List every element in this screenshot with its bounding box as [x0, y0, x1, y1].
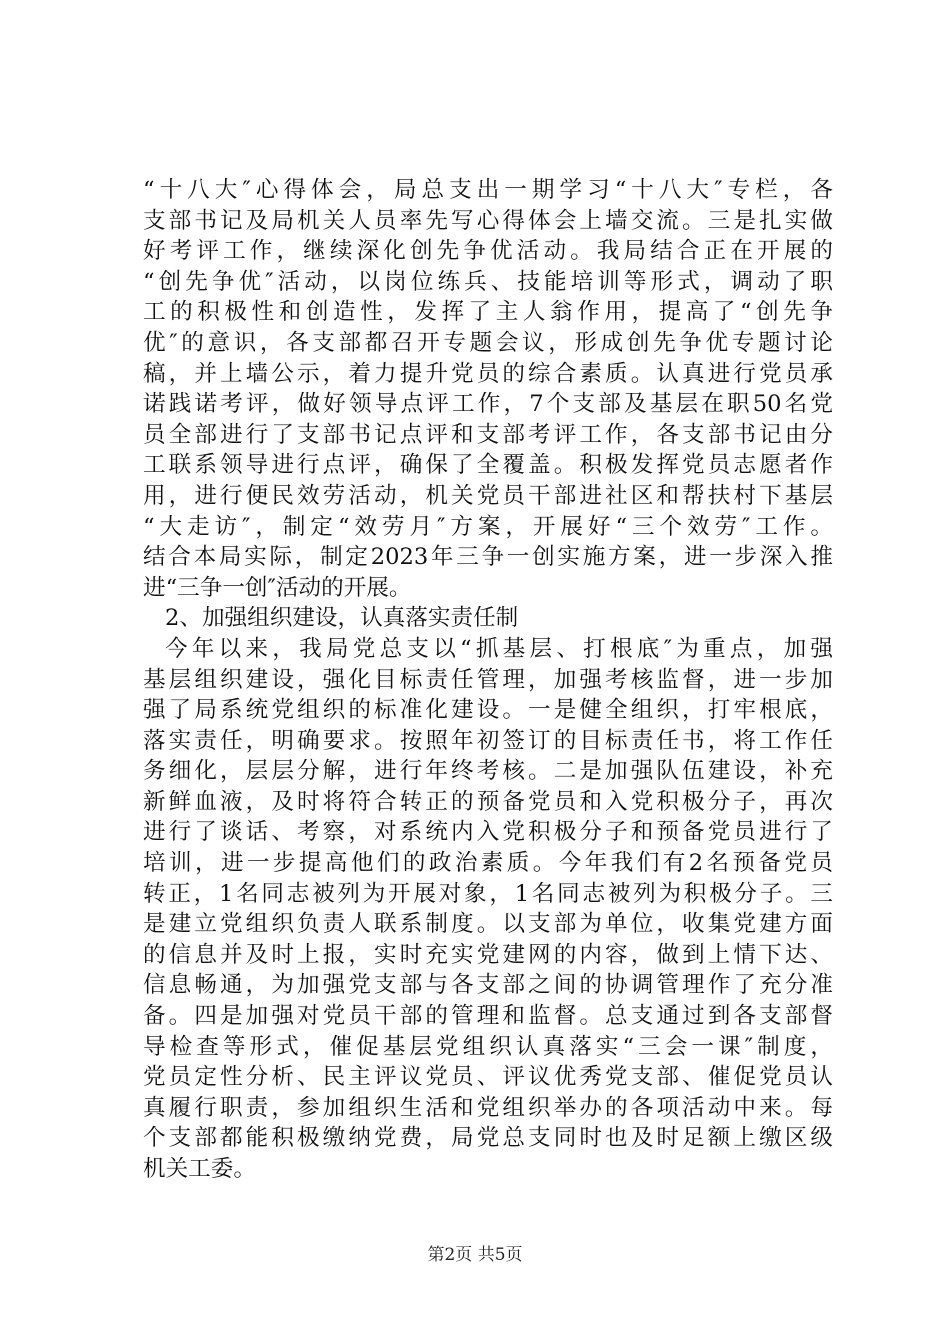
text-line: 落实责任，明确要求。按照年初签订的目标责任书，将工作任 [143, 727, 833, 754]
text-line: “创先争优″活动，以岗位练兵、技能培训等形式，调动了职 [143, 268, 833, 295]
text-line: 结合本局实际，制定2023年三争一创实施方案，进一步深入推 [143, 544, 833, 571]
text-line: 今年以来，我局党总支以“抓基层、打根底″为重点，加强 [165, 635, 833, 662]
text-line: 党员定性分析、民主评议党员、评议优秀党支部、催促党员认 [143, 1064, 833, 1091]
page-number-footer: 第2页 共5页 [427, 1245, 523, 1265]
text-line: 导检查等形式，催促基层党组织认真落实“三会一课″制度， [143, 1033, 833, 1060]
text-line: 新鲜血液，及时将符合转正的预备党员和入党积极分子，再次 [143, 788, 833, 815]
text-line: 强了局系统党组织的标准化建设。一是健全组织，打牢根底， [143, 697, 833, 724]
document-body [143, 175, 833, 1185]
text-line: 务细化，层层分解，进行年终考核。二是加强队伍建设，补充 [143, 758, 833, 785]
text-line: 机关工委。 [143, 1156, 256, 1182]
text-line: 信息畅通，为加强党支部与各支部之间的协调管理作了充分准 [143, 972, 833, 999]
text-line: 进“三争一创″活动的开展。 [143, 574, 412, 601]
text-line: 个支部都能积极缴纳党费，局党总支同时也及时足额上缴区级 [143, 1125, 833, 1152]
text-line: 好考评工作，继续深化创先争优活动。我局结合正在开展的 [143, 238, 833, 265]
text-line: 支部书记及局机关人员率先写心得体会上墙交流。三是扎实做 [143, 207, 833, 234]
text-line: 是建立党组织负责人联系制度。以支部为单位，收集党建方面 [143, 911, 833, 938]
text-line: 基层组织建设，强化目标责任管理，加强考核监督，进一步加 [143, 666, 833, 693]
section-heading: 2、加强组织建设，认真落实责任制 [165, 605, 519, 632]
text-line: 的信息并及时上报，实时充实党建网的内容，做到上情下达、 [143, 941, 833, 968]
text-line: “大走访″，制定“效劳月″方案，开展好“三个效劳″工作。 [143, 513, 833, 540]
text-line: 培训，进一步提高他们的政治素质。今年我们有2名预备党员 [143, 850, 833, 877]
text-line: 工的积极性和创造性，发挥了主人翁作用，提高了“创先争 [143, 299, 833, 326]
text-line: “十八大″心得体会，局总支出一期学习“十八大″专栏，各 [143, 177, 833, 203]
text-line: 稿，并上墙公示，着力提升党员的综合素质。认真进行党员承 [143, 360, 833, 387]
text-line: 真履行职责，参加组织生活和党组织举办的各项活动中来。每 [143, 1094, 833, 1121]
text-line: 进行了谈话、考察，对系统内入党积极分子和预备党员进行了 [143, 819, 833, 846]
text-line: 优″的意识，各支部都召开专题会议，形成创先争优专题讨论 [143, 329, 833, 356]
text-line: 诺践诺考评，做好领导点评工作，7个支部及基层在职50名党 [143, 391, 833, 418]
text-line: 工联系领导进行点评，确保了全覆盖。积极发挥党员志愿者作 [143, 452, 833, 479]
text-line: 备。四是加强对党员干部的管理和监督。总支通过到各支部督 [143, 1003, 833, 1030]
text-line: 用，进行便民效劳活动，机关党员干部进社区和帮扶村下基层 [143, 482, 833, 509]
text-line: 转正，1名同志被列为开展对象，1名同志被列为积极分子。三 [143, 880, 833, 907]
text-line: 员全部进行了支部书记点评和支部考评工作，各支部书记由分 [143, 421, 833, 448]
